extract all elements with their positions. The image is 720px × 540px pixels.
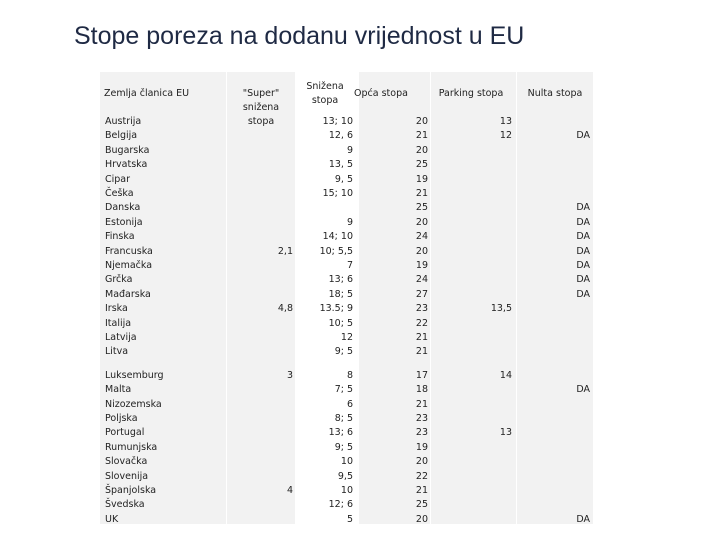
cell-zero bbox=[530, 426, 590, 440]
cell-country: Njemačka bbox=[105, 260, 153, 271]
cell-parking: 14 bbox=[499, 369, 512, 381]
header-parking: Parking stopa bbox=[438, 88, 504, 99]
cell-standard: 21 bbox=[415, 332, 428, 343]
cell-reduced: 12, 6 bbox=[328, 130, 353, 142]
cell-super bbox=[230, 158, 293, 172]
cell-country: Francuska bbox=[105, 245, 153, 257]
cell-zero: DA bbox=[576, 245, 590, 257]
header-country: Zemlja članica EU bbox=[104, 88, 190, 99]
cell-country: Poljska bbox=[105, 413, 138, 424]
cell-super bbox=[230, 455, 293, 469]
cell-standard: 23 bbox=[415, 303, 428, 315]
cell-country: Slovenija bbox=[105, 470, 149, 482]
cell-parking bbox=[452, 513, 512, 527]
cell-reduced: 9 bbox=[346, 216, 353, 228]
cell-standard: 20 bbox=[415, 245, 428, 257]
cell-reduced: 6 bbox=[346, 398, 353, 410]
cell-parking bbox=[452, 245, 512, 259]
cell-reduced: 10 bbox=[340, 485, 353, 496]
cell-standard: 22 bbox=[415, 470, 428, 482]
cell-standard: 25 bbox=[415, 499, 428, 511]
cell-zero bbox=[530, 317, 590, 331]
cell-country: Austrija bbox=[105, 116, 142, 127]
cell-country: Luksemburg bbox=[105, 369, 164, 381]
cell-reduced: 13.5; 9 bbox=[319, 303, 353, 315]
cell-zero: DA bbox=[576, 274, 590, 286]
cell-super bbox=[230, 470, 293, 484]
cell-country: Hrvatska bbox=[105, 159, 148, 171]
cell-super bbox=[230, 331, 293, 345]
cell-reduced: 7; 5 bbox=[334, 384, 353, 396]
cell-country: Estonija bbox=[105, 216, 143, 228]
cell-standard: 27 bbox=[415, 288, 428, 300]
cell-super bbox=[230, 187, 293, 201]
cell-parking bbox=[452, 187, 512, 201]
cell-country: Finska bbox=[105, 231, 135, 243]
cell-super bbox=[230, 398, 293, 412]
cell-parking bbox=[452, 398, 512, 412]
cell-reduced: 9; 5 bbox=[334, 441, 353, 453]
cell-zero: DA bbox=[576, 202, 590, 214]
cell-parking bbox=[452, 216, 512, 230]
cell-zero bbox=[530, 331, 590, 345]
cell-super bbox=[230, 383, 293, 397]
cell-reduced: 9; 5 bbox=[334, 346, 353, 358]
header-reduced: Snižena stopa bbox=[306, 81, 344, 106]
cell-zero bbox=[530, 173, 590, 187]
cell-country: Španjolska bbox=[105, 485, 157, 496]
cell-reduced: 10; 5 bbox=[328, 317, 353, 329]
cell-super: 4,8 bbox=[277, 303, 293, 315]
cell-zero: DA bbox=[576, 513, 590, 525]
cell-country: Italija bbox=[105, 317, 132, 329]
cell-country: Grčka bbox=[105, 274, 133, 286]
cell-parking bbox=[452, 259, 512, 273]
cell-super bbox=[230, 317, 293, 331]
cell-reduced: 7 bbox=[346, 260, 353, 271]
cell-zero bbox=[530, 187, 590, 201]
cell-super bbox=[230, 498, 293, 512]
page-title: Stope poreza na dodanu vrijednost u EU bbox=[74, 22, 525, 50]
cell-country: Nizozemska bbox=[105, 398, 162, 410]
cell-parking bbox=[452, 273, 512, 287]
cell-super bbox=[230, 144, 293, 158]
cell-country: Litva bbox=[105, 346, 129, 358]
cell-parking: 13,5 bbox=[490, 303, 512, 315]
cell-reduced: 8; 5 bbox=[334, 413, 353, 424]
cell-country: Švedska bbox=[105, 499, 145, 511]
cell-standard: 22 bbox=[415, 317, 428, 329]
cell-super bbox=[230, 288, 293, 302]
cell-zero bbox=[530, 369, 590, 383]
cell-reduced: 8 bbox=[346, 369, 353, 381]
cell-standard: 19 bbox=[415, 441, 428, 453]
cell-standard: 20 bbox=[415, 216, 428, 228]
cell-zero bbox=[530, 498, 590, 512]
cell-reduced: 9 bbox=[346, 144, 353, 156]
cell-country: Portugal bbox=[105, 427, 145, 439]
header-super: "Super" snižena stopa bbox=[242, 88, 280, 127]
cell-country: Češka bbox=[105, 188, 134, 199]
cell-parking bbox=[452, 331, 512, 345]
cell-reduced: 13; 10 bbox=[322, 116, 353, 127]
cell-zero bbox=[530, 158, 590, 172]
cell-zero: DA bbox=[576, 260, 590, 271]
cell-standard: 24 bbox=[415, 231, 428, 243]
cell-zero bbox=[530, 144, 590, 158]
cell-country: Cipar bbox=[105, 173, 131, 185]
cell-parking bbox=[452, 173, 512, 187]
cell-super bbox=[230, 230, 293, 244]
cell-parking bbox=[452, 383, 512, 397]
cell-parking: 13 bbox=[499, 427, 512, 439]
cell-country: Irska bbox=[105, 303, 128, 315]
cell-super bbox=[230, 513, 293, 527]
cell-reduced: 13; 6 bbox=[328, 274, 353, 286]
cell-country: Rumunjska bbox=[105, 441, 158, 453]
cell-zero bbox=[530, 441, 590, 455]
cell-country: UK bbox=[105, 513, 119, 525]
cell-parking bbox=[452, 317, 512, 331]
cell-zero: DA bbox=[576, 231, 590, 243]
cell-super bbox=[230, 201, 293, 215]
cell-super bbox=[230, 259, 293, 273]
cell-country: Malta bbox=[105, 384, 132, 396]
cell-reduced: 5 bbox=[346, 513, 353, 525]
cell-standard: 18 bbox=[415, 384, 428, 396]
cell-parking bbox=[452, 441, 512, 455]
header-zero: Nulta stopa bbox=[527, 88, 583, 99]
cell-zero bbox=[530, 398, 590, 412]
cell-standard: 23 bbox=[415, 427, 428, 439]
cell-standard: 19 bbox=[415, 173, 428, 185]
cell-zero bbox=[530, 115, 590, 129]
cell-country: Bugarska bbox=[105, 144, 150, 156]
cell-parking bbox=[452, 144, 512, 158]
cell-reduced: 10 bbox=[340, 456, 353, 468]
cell-reduced: 12 bbox=[340, 332, 353, 343]
cell-standard: 20 bbox=[415, 456, 428, 468]
cell-super bbox=[230, 412, 293, 426]
cell-reduced: 12; 6 bbox=[328, 499, 353, 511]
cell-reduced: 13, 5 bbox=[328, 159, 353, 171]
cell-reduced: 14; 10 bbox=[322, 231, 353, 243]
cell-standard: 24 bbox=[415, 274, 428, 286]
cell-parking bbox=[452, 455, 512, 469]
cell-zero bbox=[530, 484, 590, 498]
cell-super: 2,1 bbox=[277, 245, 293, 257]
cell-standard: 25 bbox=[415, 159, 428, 171]
cell-super bbox=[230, 345, 293, 359]
cell-zero: DA bbox=[576, 130, 590, 142]
cell-standard: 25 bbox=[415, 202, 428, 214]
cell-reduced: 9, 5 bbox=[334, 173, 353, 185]
cell-parking bbox=[452, 158, 512, 172]
cell-zero: DA bbox=[576, 384, 590, 396]
cell-reduced: 18; 5 bbox=[328, 288, 353, 300]
cell-standard: 21 bbox=[415, 485, 428, 496]
cell-standard: 17 bbox=[415, 369, 428, 381]
cell-super bbox=[230, 441, 293, 455]
cell-parking bbox=[452, 288, 512, 302]
cell-zero: DA bbox=[576, 216, 590, 228]
cell-parking bbox=[452, 498, 512, 512]
cell-super bbox=[230, 173, 293, 187]
cell-standard: 19 bbox=[415, 260, 428, 271]
cell-parking bbox=[452, 470, 512, 484]
cell-zero bbox=[530, 470, 590, 484]
cell-standard: 21 bbox=[415, 130, 428, 142]
cell-super bbox=[230, 115, 293, 129]
cell-super bbox=[230, 273, 293, 287]
cell-super: 3 bbox=[286, 369, 293, 381]
cell-zero bbox=[530, 345, 590, 359]
cell-reduced bbox=[296, 201, 353, 215]
cell-standard: 20 bbox=[415, 513, 428, 525]
cell-standard: 21 bbox=[415, 398, 428, 410]
cell-standard: 21 bbox=[415, 346, 428, 358]
cell-reduced: 15; 10 bbox=[322, 188, 353, 199]
cell-parking bbox=[452, 345, 512, 359]
cell-parking bbox=[452, 201, 512, 215]
cell-parking bbox=[452, 412, 512, 426]
cell-parking: 12 bbox=[499, 130, 512, 142]
cell-reduced: 13; 6 bbox=[328, 427, 353, 439]
cell-parking bbox=[452, 484, 512, 498]
cell-zero bbox=[530, 455, 590, 469]
cell-zero bbox=[530, 302, 590, 316]
cell-reduced: 9,5 bbox=[337, 470, 353, 482]
cell-country: Latvija bbox=[105, 332, 137, 343]
cell-country: Belgija bbox=[105, 130, 138, 142]
cell-country: Mađarska bbox=[105, 288, 151, 300]
cell-super bbox=[230, 129, 293, 143]
cell-reduced: 10; 5,5 bbox=[319, 245, 353, 257]
cell-super: 4 bbox=[286, 485, 293, 496]
cell-standard: 20 bbox=[415, 116, 428, 127]
cell-country: Slovačka bbox=[105, 456, 148, 468]
cell-super bbox=[230, 216, 293, 230]
cell-zero: DA bbox=[576, 288, 590, 300]
cell-standard: 21 bbox=[415, 188, 428, 199]
cell-standard: 20 bbox=[415, 144, 428, 156]
header-standard: Opća stopa bbox=[354, 88, 408, 99]
cell-country: Danska bbox=[105, 202, 141, 214]
cell-parking: 13 bbox=[499, 116, 512, 127]
cell-parking bbox=[452, 230, 512, 244]
cell-super bbox=[230, 426, 293, 440]
cell-zero bbox=[530, 412, 590, 426]
cell-standard: 23 bbox=[415, 413, 428, 424]
